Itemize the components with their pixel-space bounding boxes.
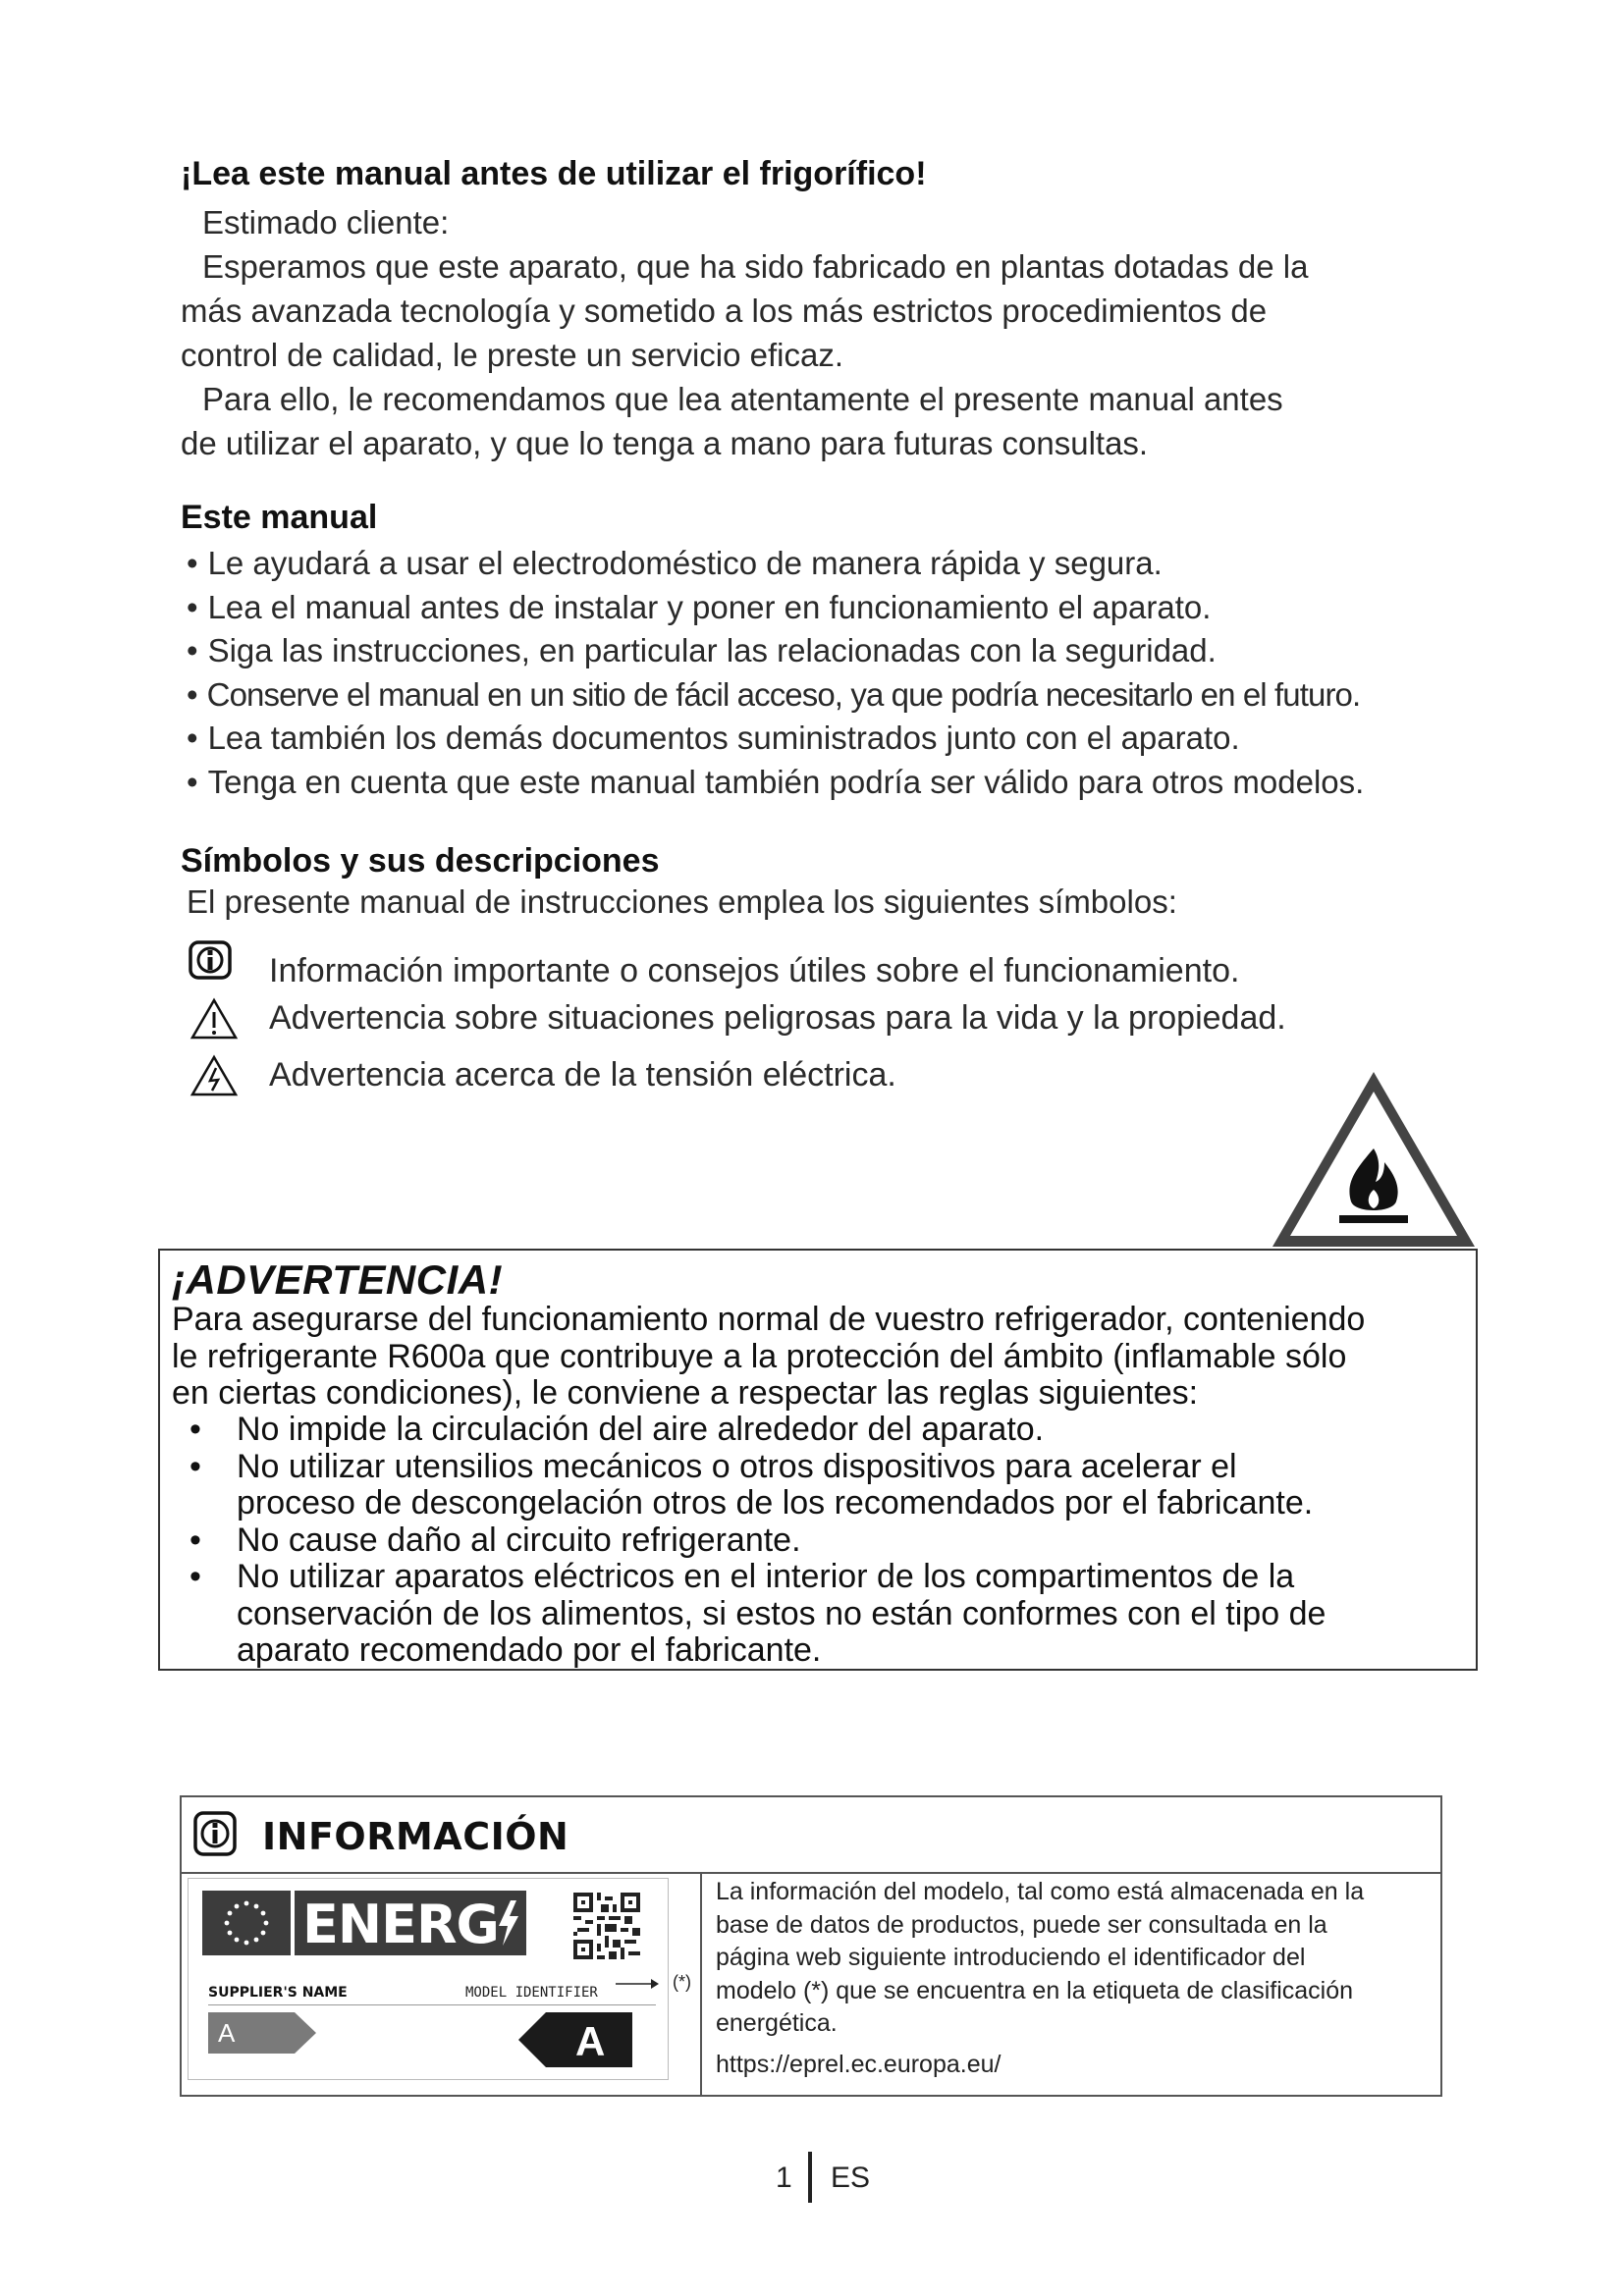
warning-line: en ciertas condiciones), le conviene a respectar las reglas siguientes: [172, 1374, 1199, 1412]
warning-line: le refrigerante R600a que contribuye a la protección del ámbito (inflamable sólo [172, 1337, 1347, 1375]
warning-bullets [172, 1412, 1326, 1670]
list-item [172, 1559, 1326, 1670]
warning-bullet-line: proceso de descongelación otros de los recomendados por el fabricante. [237, 1484, 1314, 1522]
warning-box [158, 1249, 1478, 1671]
list-item [172, 1449, 1326, 1522]
eprel-link[interactable]: https://eprel.ec.europa.eu/ [716, 2051, 1001, 2078]
warning-body [172, 1302, 1468, 1413]
energy-brand-text: ENERG [302, 1894, 499, 1955]
language-code: ES [831, 2162, 871, 2194]
warning-bullet-line: • No cause daño al circuito refrigerante. [237, 1521, 801, 1559]
symbol-text: Advertencia acerca de la tensión eléctrica. [269, 1056, 896, 1094]
class-label-right: A [575, 2018, 606, 2064]
list-item: • Siga las instrucciones, en particular las relacionadas con la seguridad. [187, 629, 1364, 673]
list-item [172, 1522, 1326, 1560]
warning-bullet-line: aparato recomendado por el fabricante. [237, 1631, 822, 1669]
flammable-warning-icon [1267, 1066, 1481, 1253]
model-marker: (*) [673, 1972, 691, 1992]
info-header [182, 1797, 1440, 1874]
manual-heading: Este manual [181, 499, 378, 536]
warning-bullet-line: • No utilizar aparatos eléctricos en el interior de los compartimentos de la [237, 1558, 1295, 1595]
energy-label-area [182, 1874, 702, 2097]
info-icon [189, 940, 232, 984]
electric-warning-icon [189, 1054, 240, 1097]
energy-label [188, 1878, 669, 2080]
manual-bullets [187, 542, 1364, 805]
warning-triangle-icon [189, 997, 240, 1041]
info-line: modelo (*) que se encuentra en la etiqueta de clasificación [716, 1976, 1354, 2004]
energy-brand [295, 1891, 526, 1955]
qr-code-icon [573, 1893, 640, 1959]
list-item: • Lea el manual antes de instalar y poner en funcionamiento el aparato. [187, 586, 1364, 630]
list-item: • Le ayudará a usar el electrodoméstico de manera rápida y segura. [187, 542, 1364, 586]
intro-line: de utilizar el aparato, y que lo tenga a mano para futuras consultas. [181, 425, 1149, 461]
info-title: INFORMACIÓN [262, 1815, 569, 1858]
intro-text [181, 200, 1308, 465]
intro-line: Estimado cliente: [202, 204, 450, 240]
list-item: • Conserve el manual en un sitio de fácil acceso, ya que podría necesitarlo en el futuro. [187, 673, 1364, 718]
warning-title: ¡ADVERTENCIA! [172, 1256, 504, 1303]
symbols-intro: El presente manual de instrucciones emplea los siguientes símbolos: [187, 883, 1177, 920]
intro-heading: ¡Lea este manual antes de utilizar el frigorífico! [181, 155, 927, 192]
warning-bullet-line: • No utilizar utensilios mecánicos o otros dispositivos para acelerar el [237, 1447, 1237, 1485]
info-line: página web siguiente introduciendo el identificador del [716, 1944, 1306, 1971]
lightning-icon [497, 1900, 520, 1946]
arrow-right-icon [616, 1976, 659, 1992]
info-line: base de datos de productos, puede ser consultada en la [716, 1910, 1327, 1939]
symbol-text: Información importante o consejos útiles sobre el funcionamiento. [269, 952, 1240, 989]
eu-flag-icon [202, 1891, 291, 1955]
model-identifier: MODEL IDENTIFIER [465, 1985, 598, 2001]
symbol-text: Advertencia sobre situaciones peligrosas para la vida y la propiedad. [269, 999, 1286, 1037]
warning-bullet-line: • No impide la circulación del aire alrededor del aparato. [237, 1411, 1045, 1448]
info-line: energética. [716, 2009, 838, 2037]
intro-line: control de calidad, le preste un servicio eficaz. [181, 337, 844, 373]
label-divider [208, 2004, 656, 2005]
supplier-name: SUPPLIER'S NAME [208, 1985, 348, 2001]
list-item: • Tenga en cuenta que este manual también podría ser válido para otros modelos. [187, 761, 1364, 805]
symbols-heading: Símbolos y sus descripciones [181, 842, 660, 880]
page-number: 1 [776, 2162, 792, 2194]
list-item [172, 1412, 1326, 1449]
info-text [716, 1876, 1433, 2041]
intro-line: más avanzada tecnología y sometido a los más estrictos procedimientos de [181, 293, 1268, 329]
class-label-left: A [218, 2018, 236, 2048]
intro-line: Esperamos que este aparato, que ha sido fabricado en plantas dotadas de la [202, 248, 1309, 285]
list-item: • Lea también los demás documentos suministrados junto con el aparato. [187, 717, 1364, 761]
info-icon [193, 1811, 237, 1858]
intro-line: Para ello, le recomendamos que lea atentamente el presente manual antes [202, 381, 1283, 417]
info-box [180, 1795, 1442, 2097]
footer-divider [808, 2152, 812, 2203]
warning-bullet-line: conservación de los alimentos, si estos no están conformes con el tipo de [237, 1594, 1326, 1632]
info-line: La información del modelo, tal como está almacenada en la [716, 1878, 1365, 1905]
warning-line: Para asegurarse del funcionamiento normal de vuestro refrigerador, conteniendo [172, 1301, 1366, 1338]
